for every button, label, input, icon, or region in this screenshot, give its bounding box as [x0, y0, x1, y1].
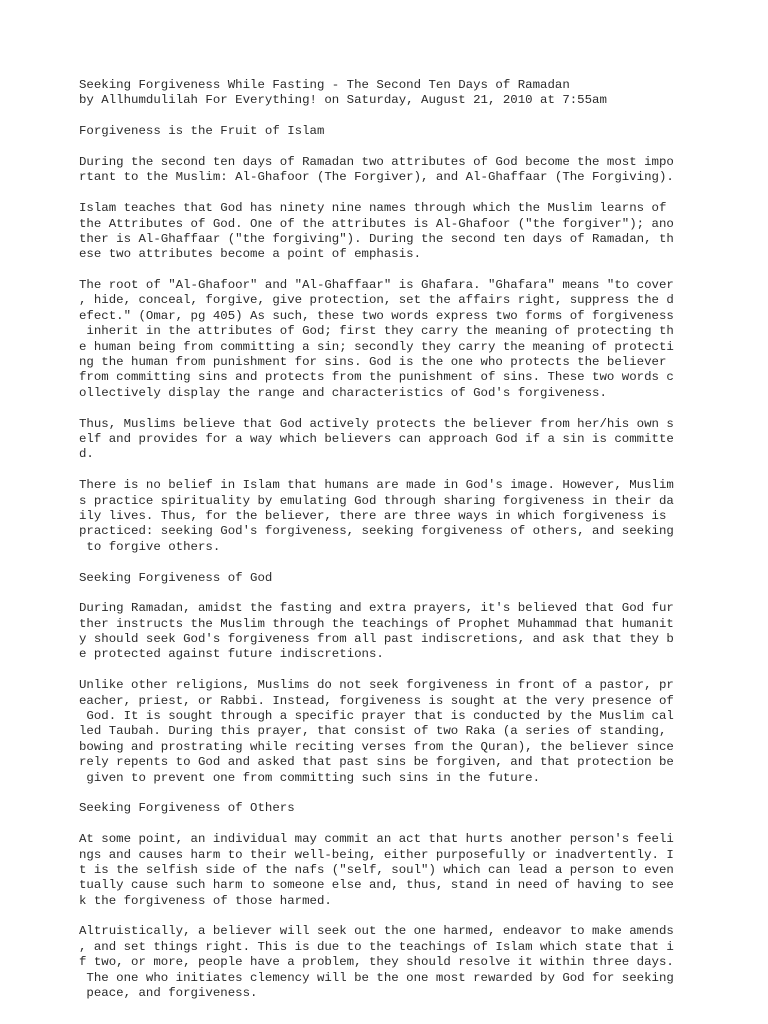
text-line: peace, and forgiveness.	[79, 986, 258, 1001]
text-line: elf and provides for a way which believers can approach God if a sin is committe	[79, 431, 674, 446]
text-line: rtant to the Muslim: Al-Ghafoor (The Forgiver), and Al-Ghaffaar (The Forgiving).	[79, 170, 674, 185]
paragraph	[79, 417, 759, 463]
paragraph	[79, 278, 759, 401]
text-line: t is the selfish side of the nafs ("self, soul") which can lead a person to even	[79, 862, 674, 877]
text-line: e human being from committing a sin; secondly they carry the meaning of protecti	[79, 339, 674, 354]
byline: by Allhumdulilah For Everything! on Saturday, August 21, 2010 at 7:55am	[79, 93, 607, 108]
text-line: The one who initiates clemency will be the one most rewarded by God for seeking	[79, 970, 674, 985]
text-line: Islam teaches that God has ninety nine names through which the Muslim learns of	[79, 201, 667, 216]
text-line: During Ramadan, amidst the fasting and extra prayers, it's believed that God fur	[79, 601, 674, 616]
text-line: from committing sins and protects from the punishment of sins. These two words c	[79, 370, 674, 385]
paragraph	[79, 832, 759, 909]
text-line: tually cause such harm to someone else and, thus, stand in need of having to see	[79, 878, 674, 893]
text-line: ese two attributes become a point of emphasis.	[79, 247, 422, 262]
section-heading	[79, 571, 759, 586]
text-line: During the second ten days of Ramadan two attributes of God become the most impo	[79, 154, 674, 169]
text-line: efect." (Omar, pg 405) As such, these two words express two forms of forgiveness	[79, 308, 674, 323]
paragraph	[79, 924, 759, 1001]
text-line: Unlike other religions, Muslims do not seek forgiveness in front of a pastor, pr	[79, 678, 674, 693]
text-line: ther instructs the Muslim through the teachings of Prophet Muhammad that humanit	[79, 616, 674, 631]
text-line: Seeking Forgiveness of Others	[79, 801, 295, 816]
paragraph	[79, 201, 759, 263]
text-line: At some point, an individual may commit an act that hurts another person's feeli	[79, 832, 674, 847]
text-line: inherit in the attributes of God; first they carry the meaning of protecting th	[79, 324, 674, 339]
text-line: ther is Al-Ghaffaar ("the forgiving"). During the second ten days of Ramadan, th	[79, 231, 674, 246]
text-line: y should seek God's forgiveness from all past indiscretions, and ask that they b	[79, 632, 674, 647]
document-body	[79, 124, 759, 1001]
text-line: , and set things right. This is due to the teachings of Islam which state that i	[79, 939, 674, 954]
text-line: led Taubah. During this prayer, that consist of two Raka (a series of standing,	[79, 724, 667, 739]
text-line: Thus, Muslims believe that God actively protects the believer from her/his own s	[79, 416, 674, 431]
text-line: to forgive others.	[79, 539, 221, 554]
text-line: Seeking Forgiveness of God	[79, 570, 273, 585]
document-page	[79, 78, 759, 1017]
text-line: ngs and causes harm to their well-being, either purposefully or inadvertently. I	[79, 847, 674, 862]
section-heading	[79, 124, 759, 139]
paragraph	[79, 155, 759, 186]
document-header	[79, 78, 759, 109]
text-line: ily lives. Thus, for the believer, there are three ways in which forgiveness is	[79, 508, 667, 523]
document-title: Seeking Forgiveness While Fasting - The Second Ten Days of Ramadan	[79, 78, 570, 92]
text-line: Altruistically, a believer will seek out the one harmed, endeavor to make amends	[79, 924, 674, 939]
text-line: f two, or more, people have a problem, they should resolve it within three days.	[79, 955, 674, 970]
text-line: God. It is sought through a specific prayer that is conducted by the Muslim cal	[79, 709, 674, 724]
text-line: bowing and prostrating while reciting verses from the Quran), the believer since	[79, 739, 674, 754]
text-line: the Attributes of God. One of the attributes is Al-Ghafoor ("the forgiver"); ano	[79, 216, 674, 231]
text-line: ng the human from punishment for sins. God is the one who protects the believer	[79, 355, 667, 370]
paragraph	[79, 601, 759, 663]
text-line: eacher, priest, or Rabbi. Instead, forgiveness is sought at the very presence of	[79, 693, 674, 708]
text-line: , hide, conceal, forgive, give protection, set the affairs right, suppress the d	[79, 293, 674, 308]
text-line: There is no belief in Islam that humans are made in God's image. However, Muslim	[79, 478, 674, 493]
text-line: rely repents to God and asked that past sins be forgiven, and that protection be	[79, 755, 674, 770]
text-line: e protected against future indiscretions.	[79, 647, 384, 662]
paragraph	[79, 478, 759, 555]
text-line: The root of "Al-Ghafoor" and "Al-Ghaffaar" is Ghafara. "Ghafara" means "to cover	[79, 278, 674, 293]
text-line: d.	[79, 447, 94, 462]
text-line: practiced: seeking God's forgiveness, seeking forgiveness of others, and seeking	[79, 524, 674, 539]
text-line: Forgiveness is the Fruit of Islam	[79, 124, 325, 139]
paragraph	[79, 678, 759, 786]
text-line: s practice spirituality by emulating God through sharing forgiveness in their da	[79, 493, 674, 508]
section-heading	[79, 801, 759, 816]
text-line: k the forgiveness of those harmed.	[79, 893, 332, 908]
text-line: ollectively display the range and characteristics of God's forgiveness.	[79, 385, 607, 400]
text-line: given to prevent one from committing such sins in the future.	[79, 770, 541, 785]
